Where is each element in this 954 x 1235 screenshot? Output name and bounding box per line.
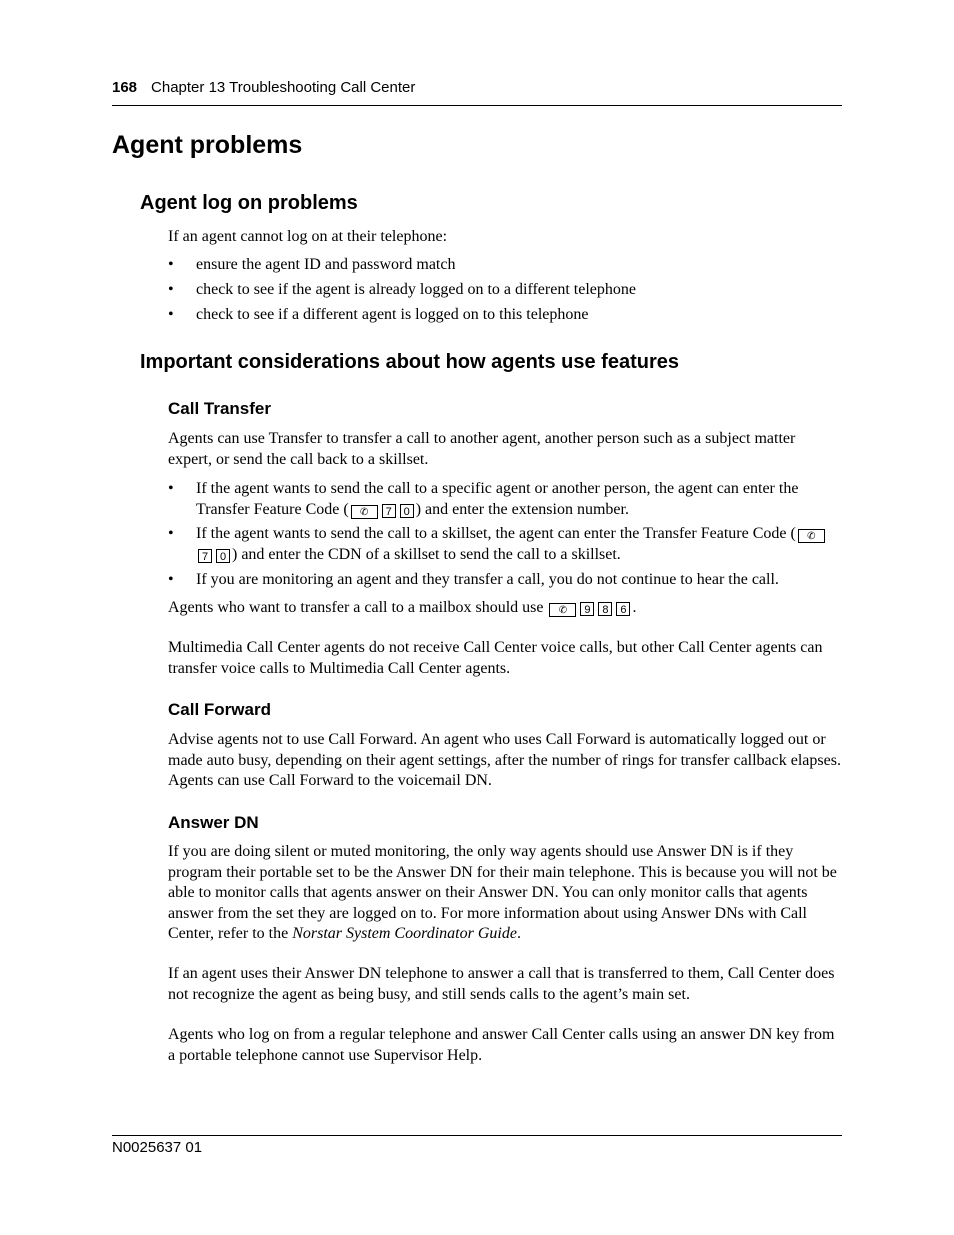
digit-key: 9 (580, 602, 594, 616)
list-item-text (196, 479, 842, 520)
bullet-text-post: ) and enter the extension number. (415, 500, 629, 518)
heading-important-considerations: Important considerations about how agents use features (140, 351, 679, 373)
answer-dn-text-post: . (516, 925, 521, 942)
list-item-text: If you are monitoring an agent and they transfer a call, you do not continue to hear the call. (196, 571, 779, 588)
bullet-text-pre: If the agent wants to send the call to a skillset, the agent can enter the Transfer Feature Code ( (196, 525, 796, 542)
mailbox-paragraph (168, 598, 842, 619)
multimedia-paragraph: Multimedia Call Center agents do not receive Call Center voice calls, but other Call Center agents can transfer voice calls to Multimedia Call Center agents. (168, 639, 823, 677)
list-item-text: ensure the agent ID and password match (196, 256, 456, 273)
digit-key: 8 (598, 602, 612, 616)
mailbox-text-pre: Agents who want to transfer a call to a mailbox should use (168, 599, 548, 616)
digit-key: 7 (198, 549, 212, 563)
list-item-text: check to see if a different agent is logged on to this telephone (196, 306, 589, 323)
heading-agent-log-on: Agent log on problems (140, 192, 358, 214)
chapter-title: Chapter 13 Troubleshooting Call Center (151, 79, 416, 96)
bullet-icon: • (168, 480, 174, 497)
bullet-icon: • (168, 525, 174, 542)
page-number: 168 (112, 79, 138, 96)
answer-dn-text-pre: If you are doing silent or muted monitoring, the only way agents should use Answer DN is if they program their portable set to be the Answer DN for their main telephone. This is because you will not be able to monitor calls that agents answer on their Answer DN. You can only monitor calls that agents answer from the set they are logged on to. For more information about using Answer DNs with Call Center, refer to the (168, 843, 837, 942)
document-number: N0025637 01 (112, 1139, 203, 1156)
call-transfer-intro: Agents can use Transfer to transfer a call to another agent, another person such as a subject matter expert, or send the call back to a skillset. (168, 430, 796, 468)
logon-intro: If an agent cannot log on at their telephone: (168, 228, 448, 245)
page-title: Agent problems (112, 131, 303, 159)
running-header (112, 79, 415, 96)
header-rule (112, 105, 842, 106)
heading-call-transfer: Call Transfer (168, 399, 271, 418)
call-forward-paragraph: Advise agents not to use Call Forward. An agent who uses Call Forward is automatically logged out or made auto busy, depending on their agent settings, after the number of rings for transfer callback elapses. Agents can use Call Forward to the voicemail DN. (168, 731, 841, 789)
digit-key: 0 (400, 504, 414, 518)
footer-rule (112, 1135, 842, 1136)
feature-key-icon: ✆ (351, 505, 378, 519)
digit-key: 6 (616, 602, 630, 616)
feature-key-icon: ✆ (798, 529, 825, 543)
bullet-text-post: ) and enter the CDN of a skillset to send the call to a skillset. (232, 545, 621, 563)
list-item-text: check to see if the agent is already logged on to a different telephone (196, 281, 636, 298)
mailbox-text-post: . (632, 599, 637, 616)
bullet-icon: • (168, 281, 174, 298)
digit-key: 7 (382, 504, 396, 518)
list-item-text (196, 524, 842, 565)
answer-dn-paragraph-3: Agents who log on from a regular telephone and answer Call Center calls using an answer DN key from a portable telephone cannot use Supervisor Help. (168, 1026, 835, 1064)
guide-reference: Norstar System Coordinator Guide (292, 925, 517, 942)
digit-key: 0 (216, 549, 230, 563)
answer-dn-paragraph-2: If an agent uses their Answer DN telephone to answer a call that is transferred to them, Call Center does not recognize the agent as being busy, and still sends calls to the agent’s main set. (168, 965, 835, 1003)
bullet-icon: • (168, 256, 174, 273)
feature-key-icon: ✆ (549, 603, 576, 617)
heading-answer-dn: Answer DN (168, 813, 259, 832)
bullet-text-pre: If the agent wants to send the call to a specific agent or another person, the agent can enter the Transfer Feature Code ( (196, 480, 799, 518)
bullet-icon: • (168, 306, 174, 323)
heading-call-forward: Call Forward (168, 700, 271, 719)
answer-dn-paragraph-1 (168, 842, 842, 945)
bullet-icon: • (168, 571, 174, 588)
